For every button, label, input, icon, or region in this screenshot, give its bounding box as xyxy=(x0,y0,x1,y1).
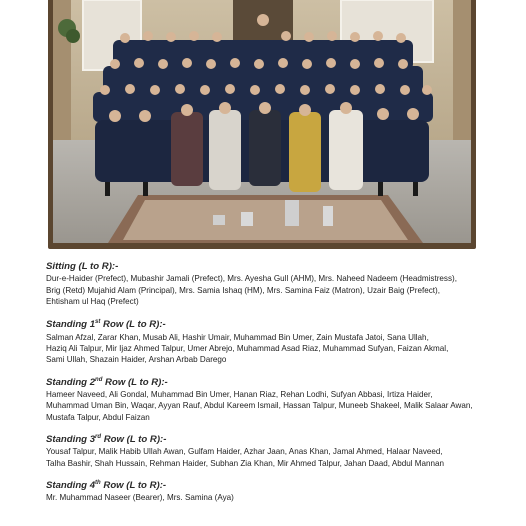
names-line: Yousaf Talpur, Malik Habib Ullah Awan, Gulfam Haider, Azhar Jaan, Anas Khan, Jamal Ahmed, Halaar Naveed, xyxy=(46,447,443,457)
section-title: Sitting (L to R):- xyxy=(46,261,119,273)
names-line: Salman Afzal, Zarar Khan, Musab Ali, Hashir Umair, Muhammad Bin Umer, Zain Mustafa Jatoi, Sana Ullah, xyxy=(46,332,429,342)
names-line: Muhammad Uman Bin, Waqar, Ayyan Rauf, Abdul Kareem Ismail, Hassan Talpur, Muneeb Shakeel, Malik Salaar Awan, xyxy=(46,401,473,411)
section-names xyxy=(46,389,482,423)
section-standing-4th-row xyxy=(46,477,482,504)
photo-caption xyxy=(46,258,482,512)
section-standing-1st-row xyxy=(46,316,482,365)
section-names xyxy=(46,492,482,503)
section-title: Standing 4th Row (L to R):- xyxy=(46,480,167,492)
section-names xyxy=(46,446,482,469)
section-title: Standing 2nd Row (L to R):- xyxy=(46,376,168,388)
names-line: Dur-e-Haider (Prefect), Mubashir Jamali (Prefect), Mrs. Ayesha Gull (AHM), Mrs. Naheed Nadeem (Headmistress), xyxy=(46,274,457,284)
names-line: Sami Ullah, Shazain Haider, Arshan Arbab Darego xyxy=(46,355,227,365)
names-line: Haziq Ali Talpur, Mir Ijaz Ahmed Talpur, Umer Abrejo, Muhammad Asad Riaz, Muhammad Sufyan, Faizan Akmal, xyxy=(46,344,449,353)
names-line: Talha Bashir, Shah Hussain, Rehman Haider, Subhan Zia Khan, Mir Ahmed Talpur, Jahan Daad, Abdul Mannan xyxy=(46,458,445,468)
group-photo xyxy=(53,0,471,243)
section-title: Standing 1st Row (L to R):- xyxy=(46,319,166,331)
group-photo-frame xyxy=(48,0,476,249)
section-title: Standing 3rd Row (L to R):- xyxy=(46,434,167,446)
names-line: Ehtisham ul Haq (Prefect) xyxy=(46,297,139,306)
names-line: Brig (Retd) Mujahid Alam (Principal), Mrs. Samia Ishaq (HM), Mrs. Samina Faiz (Matron), Uzair Baig (Prefect), xyxy=(46,285,440,295)
section-names xyxy=(46,273,482,307)
names-line: Mr. Muhammad Naseer (Bearer), Mrs. Samina (Aya) xyxy=(46,493,234,503)
section-names xyxy=(46,332,482,366)
names-line: Mustafa Talpur, Abdul Faizan xyxy=(46,412,150,422)
names-line: Hameer Naveed, Ali Gondal, Muhammad Bin Umer, Hanan Riaz, Rehan Lodhi, Sufyan Abbasi, Irtiza Haider, xyxy=(46,390,433,399)
section-standing-2nd-row xyxy=(46,374,482,423)
section-sitting xyxy=(46,258,482,307)
section-standing-3rd-row xyxy=(46,431,482,469)
